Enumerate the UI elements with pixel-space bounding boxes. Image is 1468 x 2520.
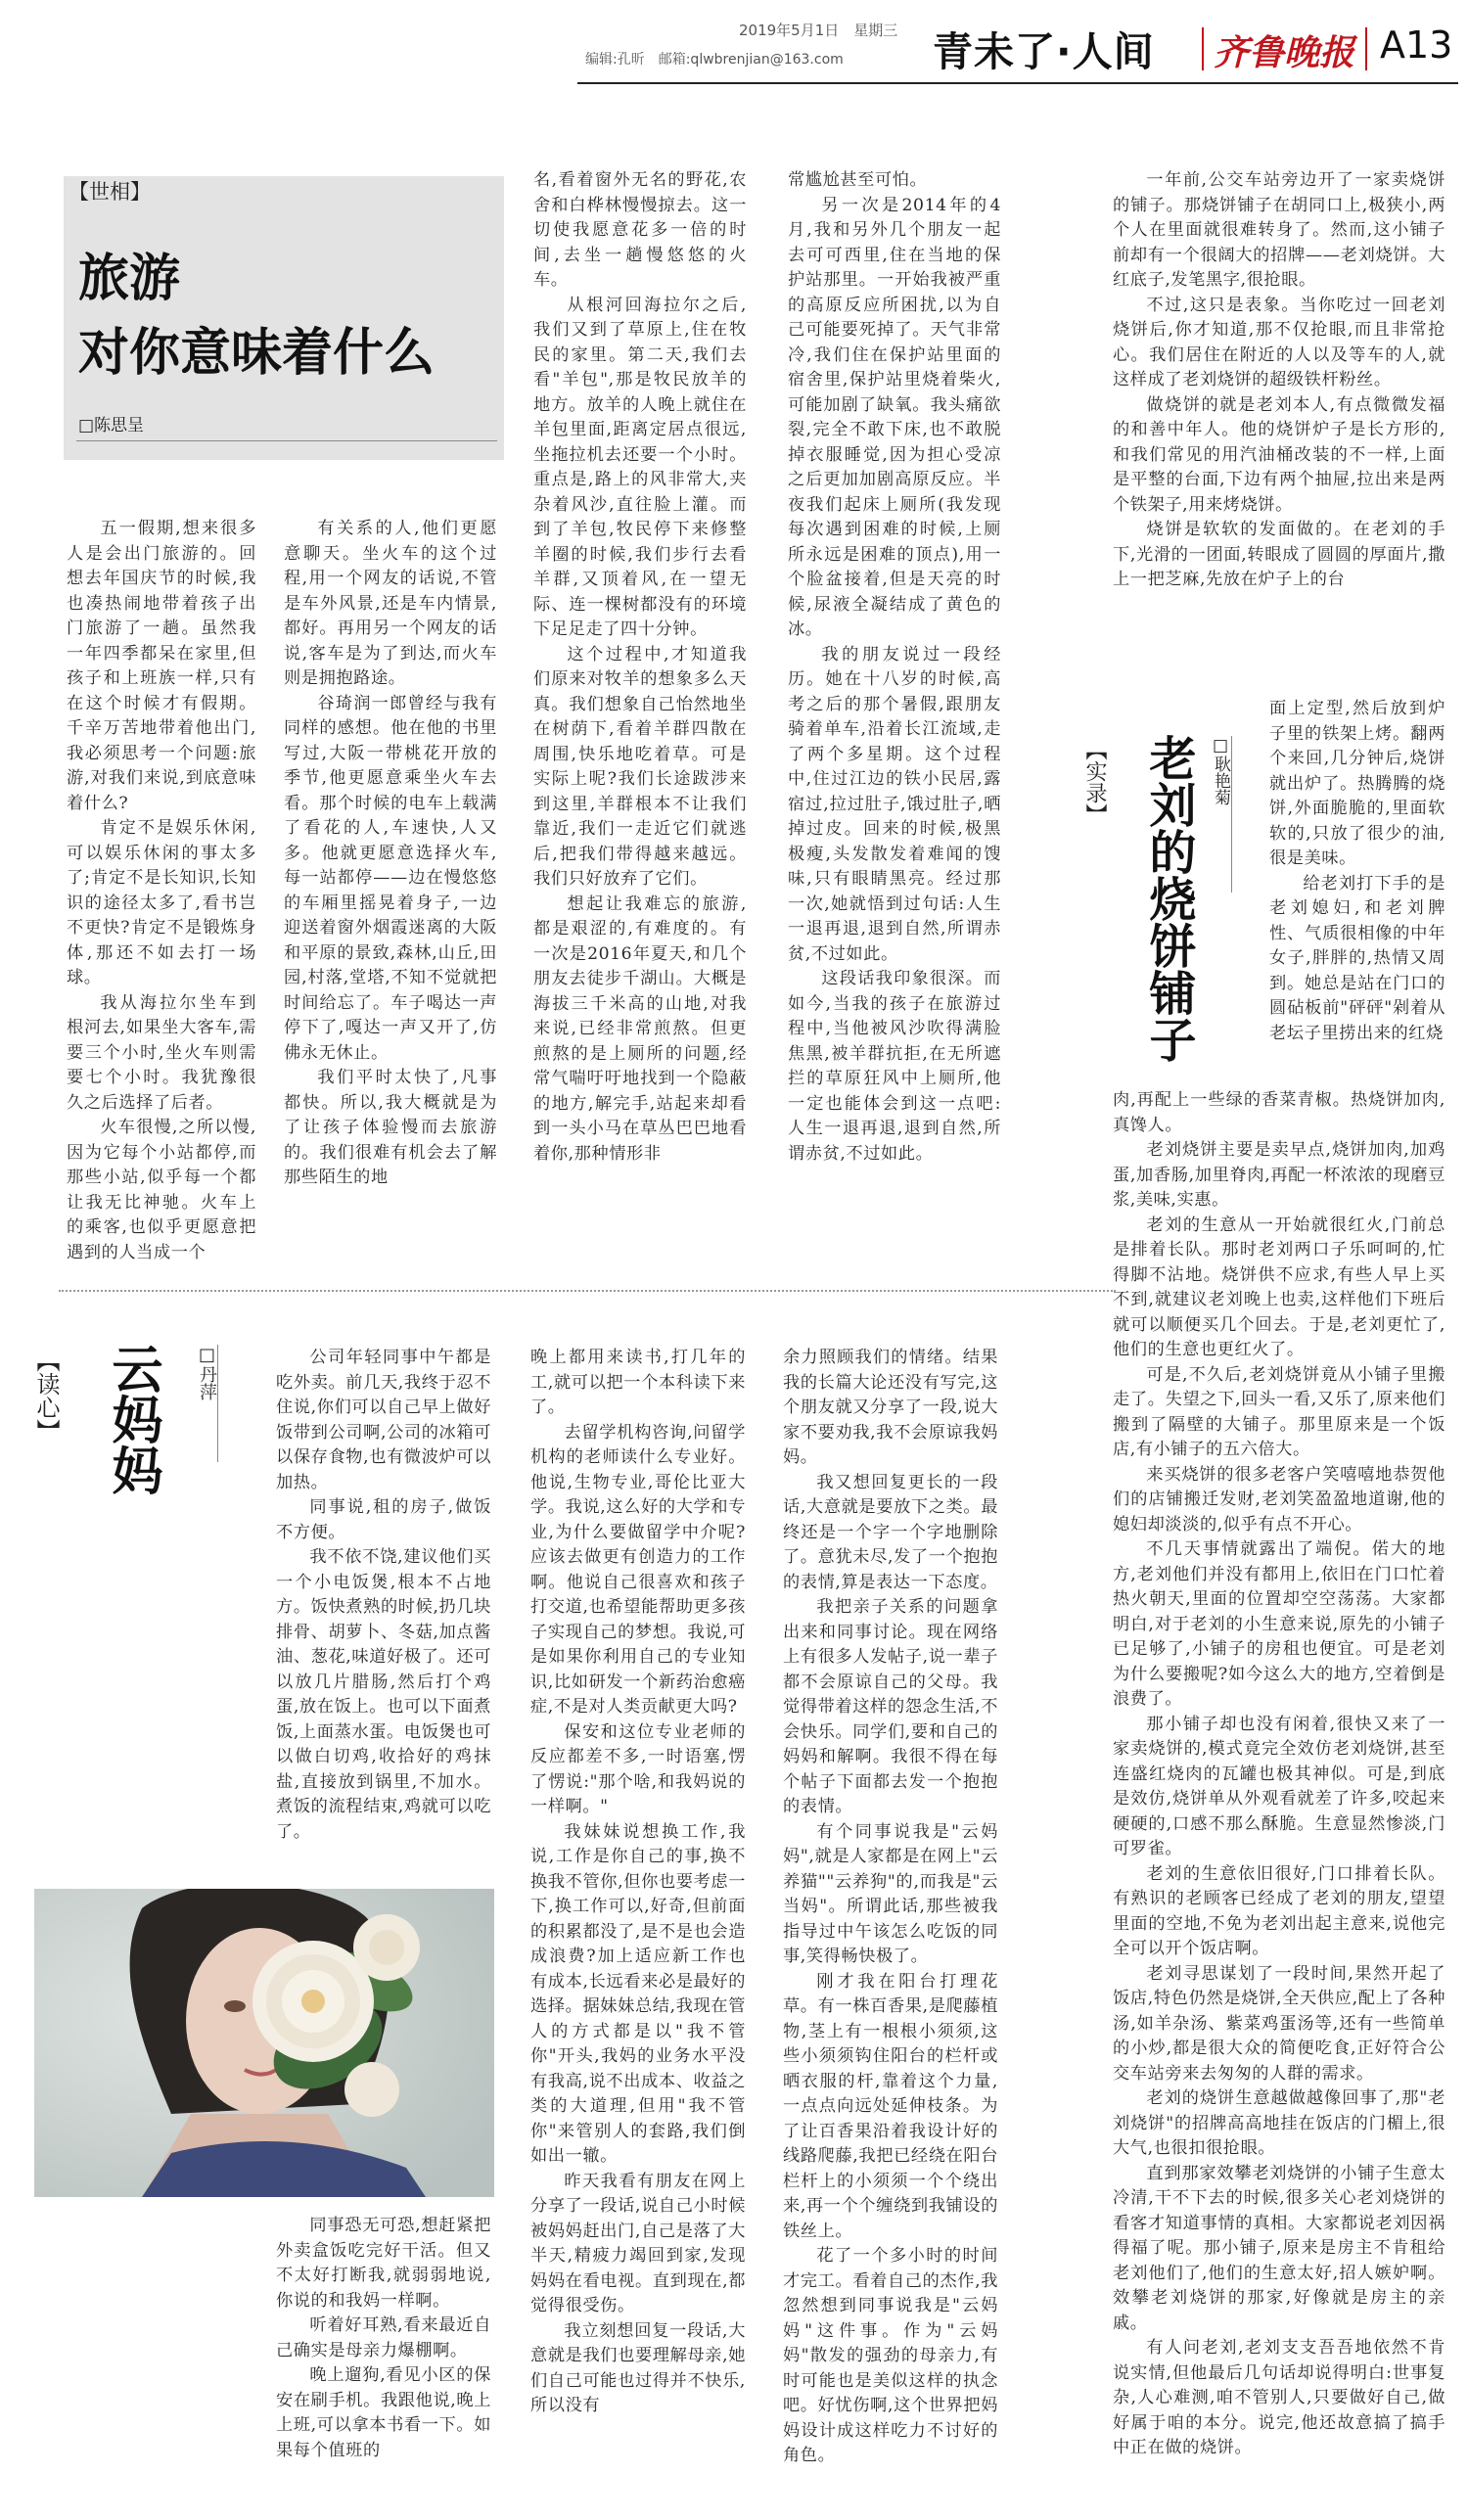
paragraph: 这段话我印象很深。而如今,当我的孩子在旅游过程中,当他被风沙吹得满脸焦黑,被羊群抗拒,在无所遮拦的草原狂风中上厕所,他一定也能体会到这一点吧:人生一退再退,退到自然,所谓赤贫,不过如此。 bbox=[788, 969, 1001, 1164]
paragraph: 听着好耳熟,看来最近自己确实是母亲力爆棚啊。 bbox=[276, 2315, 491, 2360]
article3-column-bottom bbox=[1113, 1088, 1445, 2461]
article1-column-1 bbox=[67, 517, 256, 1265]
paragraph: 我把亲子关系的问题拿出来和同事讨论。现在网络上有很多人发帖子,说一辈子都不会原谅自己的父母。我觉得带着这样的怨念生活,不会快乐。同学们,要和自己的妈妈和解啊。我很不得在每个帖子下面都去发一个抱抱的表情。 bbox=[783, 1597, 998, 1816]
woman-with-camellia-illustration bbox=[34, 1889, 494, 2197]
paragraph: 有个同事说我是"云妈妈",就是人家都是在网上"云养猫""云养狗"的,而我是"云当妈"。所谓此话,那些被我指导过中午该怎么吃饭的同事,笑得畅快极了。 bbox=[783, 1821, 998, 1966]
paragraph: 常尴尬甚至可怕。 bbox=[788, 170, 928, 190]
paragraph: 老刘的烧饼生意越做越像回事了,那"老刘烧饼"的招牌高高地挂在饭店的门楣上,很大气,也很扣很抢眼。 bbox=[1113, 2088, 1445, 2158]
paper-logo: 齐鲁晚报 bbox=[1214, 32, 1355, 73]
section-divider bbox=[59, 1290, 1116, 1292]
paragraph: 给老刘打下手的是老刘媳妇,和老刘脾性、气质很相像的中年女子,胖胖的,热情又周到。她总是站在门口的圆砧板前"砰砰"剁着从老坛子里捞出来的红烧 bbox=[1269, 873, 1445, 1043]
article1-author: □陈思呈 bbox=[78, 416, 145, 435]
paragraph: 刚才我在阳台打理花草。有一株百香果,是爬藤植物,茎上有一根根小须须,这些小须须钩住阳台的栏杆或晒衣服的杆,靠着这个力量,一点点向远处延伸枝条。为了让百香果沿着我设计好的线路爬藤,我把已经绕在阳台栏杆上的小须须一个个绕出来,再一个个缠绕到我铺设的铁丝上。 bbox=[783, 1971, 998, 2241]
article1-column-3 bbox=[533, 168, 747, 1167]
paragraph: 面上定型,然后放到炉子里的铁架上烤。翻两个来回,几分钟后,烧饼就出炉了。热腾腾的烧饼,外面脆脆的,里面软软的,只放了很少的油,很是美味。 bbox=[1269, 699, 1445, 868]
paragraph: 从根河回海拉尔之后,我们又到了草原上,住在牧民的家里。第二天,我们去看"羊包",那是牧民放羊的地方。放羊的人晚上就住在羊包里面,距离定居点很远,坐拖拉机去还要一个小时。重点是,路上的风非常大,夹杂着风沙,直往脸上灌。而到了羊包,牧民停下来修整羊圈的时候,我们步行去看羊群,又顶着风,在一望无际、连一棵树都没有的环境下足足走了四十分钟。 bbox=[533, 295, 747, 639]
paragraph: 我立刻想回复一段话,大意就是我们也要理解母亲,她们自己可能也过得并不快乐,所以没有 bbox=[530, 2320, 746, 2415]
article3-author-rule bbox=[1231, 736, 1232, 893]
paragraph: 可是,不久后,老刘烧饼竟从小铺子里搬走了。失望之下,回头一看,又乐了,原来他们搬到了隔壁的大铺子。那里原来是一个饭店,有小铺子的五六倍大。 bbox=[1113, 1364, 1445, 1459]
article2-column-1a bbox=[276, 1346, 491, 1845]
article2-title: 云妈妈 bbox=[103, 1343, 161, 1495]
paragraph: 我不依不饶,建议他们买一个小电饭煲,根本不占地方。饭快煮熟的时候,扔几块排骨、胡萝卜、冬菇,加点酱油、葱花,味道好极了。还可以放几片腊肠,然后打个鸡蛋,放在饭上。也可以下面煮饭,上面蒸水蛋。电饭煲也可以做白切鸡,收拾好的鸡抹盐,直接放到锅里,不加水。煮饭的流程结束,鸡就可以吃了。 bbox=[276, 1547, 491, 1842]
paragraph: 一年前,公交车站旁边开了一家卖烧饼的铺子。那烧饼铺子在胡同口上,极狭小,两个人在里面就很难转身了。然而,这小铺子前却有一个很阔大的招牌——老刘烧饼。大红底子,发笔黑字,很抢眼。 bbox=[1113, 170, 1445, 290]
paragraph: 我的朋友说过一段经历。她在十八岁的时候,高考之后的那个暑假,跟朋友骑着单车,沿着长江流域,走了两个多星期。这个过程中,住过江边的铁小民居,露宿过,拉过肚子,饿过肚子,晒掉过皮。回来的时候,极黑极瘦,头发散发着难闻的馊味,只有眼睛黑亮。经过那一次,她就悟到过句话:人生一退再退,退到自然,所谓赤贫,不过如此。 bbox=[788, 644, 1001, 964]
paragraph: 直到那家效攀老刘烧饼的小铺子生意太冷清,干不下去的时候,很多关心老刘烧饼的看客才知道事情的真相。大家都说老刘因祸得福了呢。那小铺子,原来是房主不肯租给老刘他们了,他们的生意太好,招人嫉妒啊。效攀老刘烧饼的那家,好像就是房主的亲戚。 bbox=[1113, 2163, 1445, 2333]
article1-kicker: 【世相】 bbox=[69, 180, 151, 204]
paragraph: 五一假期,想来很多人是会出门旅游的。回想去年国庆节的时候,我也凑热闹地带着孩子出门旅游了一趟。虽然我一年四季都呆在家里,但孩子和上班族一样,只有在这个时候才有假期。千辛万苦地带着他出门,我必须思考一个问题:旅游,对我们来说,到底意味着什么? bbox=[67, 519, 256, 813]
issue-date: 2019年5月1日 星期三 bbox=[739, 22, 898, 39]
article2-kicker: 【读心】 bbox=[32, 1349, 60, 1443]
paragraph: 烧饼是软软的发面做的。在老刘的手下,光滑的一团面,转眼成了圆圆的厚面片,撒上一把芝麻,先放在炉子上的台 bbox=[1113, 520, 1445, 589]
header-rule bbox=[577, 82, 1458, 84]
article1-column-2 bbox=[284, 517, 497, 1191]
paragraph: 公司年轻同事中午都是吃外卖。前几天,我终于忍不住说,你们可以自己早上做好饭带到公司啊,公司的冰箱可以保存食物,也有微波炉可以加热。 bbox=[276, 1348, 491, 1492]
article2-column-2 bbox=[530, 1346, 746, 2419]
article2-author-rule bbox=[217, 1345, 218, 1462]
paragraph: 晚上都用来读书,打几年的工,就可以把一个本科读下来了。 bbox=[530, 1348, 746, 1417]
article3-kicker: 【实录】 bbox=[1082, 739, 1107, 825]
page-number: A13 bbox=[1380, 23, 1453, 67]
paragraph: 老刘的生意从一开始就很红火,门前总是排着长队。那时老刘两口子乐呵呵的,忙得脚不沾地。烧饼供不应求,有些人早上买不到,就建议老刘晚上也卖,这样他们下班后就可以顺便买几个回去。于是,老刘更忙了,他们的生意也更红火了。 bbox=[1113, 1214, 1445, 1359]
paragraph: 老刘寻思谋划了一段时间,果然开起了饭店,特色仍然是烧饼,全天供应,配上了各种汤,如羊杂汤、紫菜鸡蛋汤等,还有一些简单的小炒,都是很大众的简便吃食,正好符合公交车站旁来去匆匆的人群的需求。 bbox=[1113, 1963, 1445, 2084]
article2-author: □丹萍 bbox=[197, 1345, 217, 1400]
section-title: 青未了·人间 bbox=[933, 28, 1155, 75]
article1-author-rule bbox=[76, 440, 497, 441]
paragraph: 我妹妹说想换工作,我说,工作是你自己的事,换不换我不管你,但你也要考虑一下,换工作可以,好奇,但前面的积累都没了,是不是也会造成浪费?加上适应新工作也有成本,长远看来必是最好的选择。据妹妹总结,我现在管人的方式都是以"我不管你"开头,我妈的业务水平没有我高,说不出成本、收益之类的大道理,但用"我不管你"来管别人的套路,我们倒如出一辙。 bbox=[530, 1821, 746, 2166]
article1-title-line2: 对你意味着什么 bbox=[78, 324, 436, 383]
illustration bbox=[34, 1889, 494, 2197]
article1-title-line1: 旅游 bbox=[78, 250, 181, 308]
paragraph: 谷琦润一郎曾经与我有同样的感想。他在他的书里写过,大阪一带桃花开放的季节,他更愿意乘坐火车去看。那个时候的电车上载满了看花的人,车速快,人又多。他就更愿意选择火车,每一站都停——边在慢悠悠的车厢里摇晃着身子,一边迎送着窗外烟霞迷离的大阪和平原的景致,森林,山丘,田园,村落,堂塔,不知不觉就把时间给忘了。车子喝达一声停下了,嘎达一声又开了,仿佛永无休止。 bbox=[284, 693, 497, 1063]
paragraph: 同事说,租的房子,做饭不方便。 bbox=[276, 1497, 491, 1542]
paragraph: 我们平时太快了,凡事都快。所以,我大概就是为了让孩子体验慢而去旅游的。我们很难有机会去了解那些陌生的地 bbox=[284, 1068, 497, 1187]
paragraph: 不几天事情就露出了端倪。偌大的地方,老刘他们并没有都用上,依旧在门口忙着热火朝天,里面的位置却空空荡荡。大家都明白,对于老刘的小生意来说,原先的小铺子已足够了,小铺子的房租也便宜。可是老刘为什么要搬呢?如今这么大的地方,空着倒是浪费了。 bbox=[1113, 1539, 1445, 1709]
paragraph: 有关系的人,他们更愿意聊天。坐火车的这个过程,用一个网友的话说,不管是车外风景,还是车内情景,都好。再用另一个网友的话说,客车是为了到达,而火车则是拥抱路途。 bbox=[284, 519, 497, 688]
paragraph: 晚上遛狗,看见小区的保安在刷手机。我跟他说,晚上上班,可以拿本书看一下。如果每个值班的 bbox=[276, 2365, 491, 2460]
paragraph: 老刘烧饼主要是卖早点,烧饼加肉,加鸡蛋,加香肠,加里脊肉,再配一杯浓浓的现磨豆浆,美味,实惠。 bbox=[1113, 1140, 1445, 1210]
editor-info: 编辑:孔昕 邮箱:qlwbrenjian@163.com bbox=[585, 52, 844, 68]
article2-column-1b bbox=[276, 2214, 491, 2463]
paragraph: 另一次是2014年的4月,我和另外几个朋友一起去可可西里,住在当地的保护站那里。一开始我被严重的高原反应所困扰,以为自己可能要死掉了。天气非常冷,我们住在保护站里面的宿舍里,保护站里烧着柴火,可能加剧了缺氧。我头痛欲裂,完全不敢下床,也不敢脱掉衣服睡觉,因为担心受凉之后更加加剧高原反应。半夜我们起床上厕所(我发现每次遇到困难的时候,上厕所永远是困难的顶点),用一个脸盆接着,但是天亮的时候,尿液全凝结成了黄色的冰。 bbox=[788, 195, 1001, 639]
paragraph: 火车很慢,之所以慢,因为它每个小站都停,而那些小站,似乎每一个都让我无比神驰。火车上的乘客,也似乎更愿意把遇到的人当成一个 bbox=[67, 1118, 256, 1262]
paragraph: 想起让我难忘的旅游,都是艰涩的,有难度的。有一次是2016年夏天,和几个朋友去徒步千湖山。大概是海拔三千米高的山地,对我来说,已经非常煎熬。但更煎熬的是上厕所的问题,经常气喘吁吁地找到一个隐蔽的地方,解完手,站起来却看到一头小马在草丛巴巴地看着你,那种情形非 bbox=[533, 893, 747, 1164]
paragraph: 昨天我看有朋友在网上分享了一段话,说自己小时候被妈妈赶出门,自己是落了大半天,精疲力竭回到家,发现妈妈在看电视。直到现在,都觉得很受伤。 bbox=[530, 2171, 746, 2315]
paragraph: 去留学机构咨询,问留学机构的老师读什么专业好。他说,生物专业,哥伦比亚大学。我说,这么好的大学和专业,为什么要做留学中介呢?应该去做更有创造力的工作啊。他说自己很喜欢和孩子打交道,也希望能帮助更多孩子实现自己的梦想。我说,可是如果你利用自己的专业知识,比如研发一个新药治愈癌症,不是对人类贡献更大吗? bbox=[530, 1422, 746, 1717]
paragraph: 肉,再配上一些绿的香菜青椒。热烧饼加肉,真馋人。 bbox=[1113, 1090, 1445, 1135]
article3-title: 老刘的烧饼铺子 bbox=[1141, 734, 1196, 1063]
paragraph: 花了一个多小时的时间才完工。看着自己的杰作,我忽然想到同事说我是"云妈妈"这件事。作为"云妈妈"散发的强劲的母亲力,有时可能也是美似这样的执念吧。好忧伤啊,这个世界把妈妈设计成这样吃力不讨好的角色。 bbox=[783, 2246, 998, 2465]
header-divider-red bbox=[1202, 27, 1204, 70]
paragraph: 同事恐无可恐,想赶紧把外卖盒饭吃完好干活。但又不太好打断我,就弱弱地说,你说的和我妈一样啊。 bbox=[276, 2216, 491, 2311]
paragraph: 我又想回复更长的一段话,大意就是要放下之类。最终还是一个字一个字地删除了。意犹未尽,发了一个抱抱的表情,算是表达一下态度。 bbox=[783, 1472, 998, 1592]
article3-author: □耿艳菊 bbox=[1211, 736, 1230, 805]
paragraph: 那小铺子却也没有闲着,很快又来了一家卖烧饼的,模式竟完全效仿老刘烧饼,甚至连盛红烧肉的瓦罐也极其神似。可是,到底是效仿,烧饼单从外观看就差了许多,咬起来硬硬的,口感不那么酥脆。生意显然惨淡,门可罗雀。 bbox=[1113, 1714, 1445, 1858]
paragraph: 来买烧饼的很多老客户笑嘻嘻地恭贺他们的店铺搬迁发财,老刘笑盈盈地道谢,他的媳妇却淡淡的,似乎有点不开心。 bbox=[1113, 1464, 1445, 1535]
paragraph: 不过,这只是表象。当你吃过一回老刘烧饼后,你才知道,那不仅抢眼,而且非常抢心。我们居住在附近的人以及等车的人,就这样成了老刘烧饼的超级铁杆粉丝。 bbox=[1113, 295, 1445, 389]
paragraph: 这个过程中,才知道我们原来对牧羊的想象多么天真。我们想象自己怡然地坐在树荫下,看着羊群四散在周围,快乐地吃着草。可是实际上呢?我们长途跋涉来到这里,羊群根本不让我们靠近,我们一走近它们就逃后,把我们带得越来越远。我们只好放弃了它们。 bbox=[533, 644, 747, 889]
paragraph: 余力照顾我们的情绪。结果我的长篇大论还没有写完,这个朋友就又分享了一段,说大家不要劝我,我不会原谅我妈妈。 bbox=[783, 1348, 998, 1467]
header-divider-red-2 bbox=[1365, 27, 1367, 70]
paragraph: 保安和这位专业老师的反应都差不多,一时语塞,愣了愣说:"那个啥,和我妈说的一样啊。" bbox=[530, 1721, 746, 1816]
article3-column-narrow bbox=[1269, 697, 1445, 1046]
paragraph: 名,看着窗外无名的野花,农舍和白桦林慢慢掠去。这一切使我愿意花多一倍的时间,去坐一趟慢悠悠的火车。 bbox=[533, 170, 747, 290]
article1-column-4 bbox=[788, 168, 1001, 1167]
paragraph: 我从海拉尔坐车到根河去,如果坐大客车,需要三个小时,坐火车则需要七个小时。我犹豫很久之后选择了后者。 bbox=[67, 992, 256, 1113]
paragraph: 老刘的生意依旧很好,门口排着长队。有熟识的老顾客已经成了老刘的朋友,望望里面的空地,不免为老刘出起主意来,说他完全可以开个饭店啊。 bbox=[1113, 1863, 1445, 1958]
paragraph: 有人问老刘,老刘支支吾吾地依然不肯说实情,但他最后几句话却说得明白:世事复杂,人心难测,咱不管别人,只要做好自己,做好属于咱的本分。说完,他还故意搞了搞手中正在做的烧饼。 bbox=[1113, 2338, 1445, 2457]
paragraph: 做烧饼的就是老刘本人,有点微微发福的和善中年人。他的烧饼炉子是长方形的,和我们常见的用汽油桶改装的不一样,上面是平整的台面,下边有两个抽屉,拉出来是两个铁架子,用来烤烧饼。 bbox=[1113, 394, 1445, 515]
article2-column-3 bbox=[783, 1346, 998, 2469]
article3-column-top bbox=[1113, 168, 1445, 593]
paragraph: 肯定不是娱乐休闲,可以娱乐休闲的事太多了;肯定不是长知识,长知识的途径太多了,看书岂不更快?肯定不是锻炼身体,那还不如去打一场球。 bbox=[67, 818, 256, 987]
